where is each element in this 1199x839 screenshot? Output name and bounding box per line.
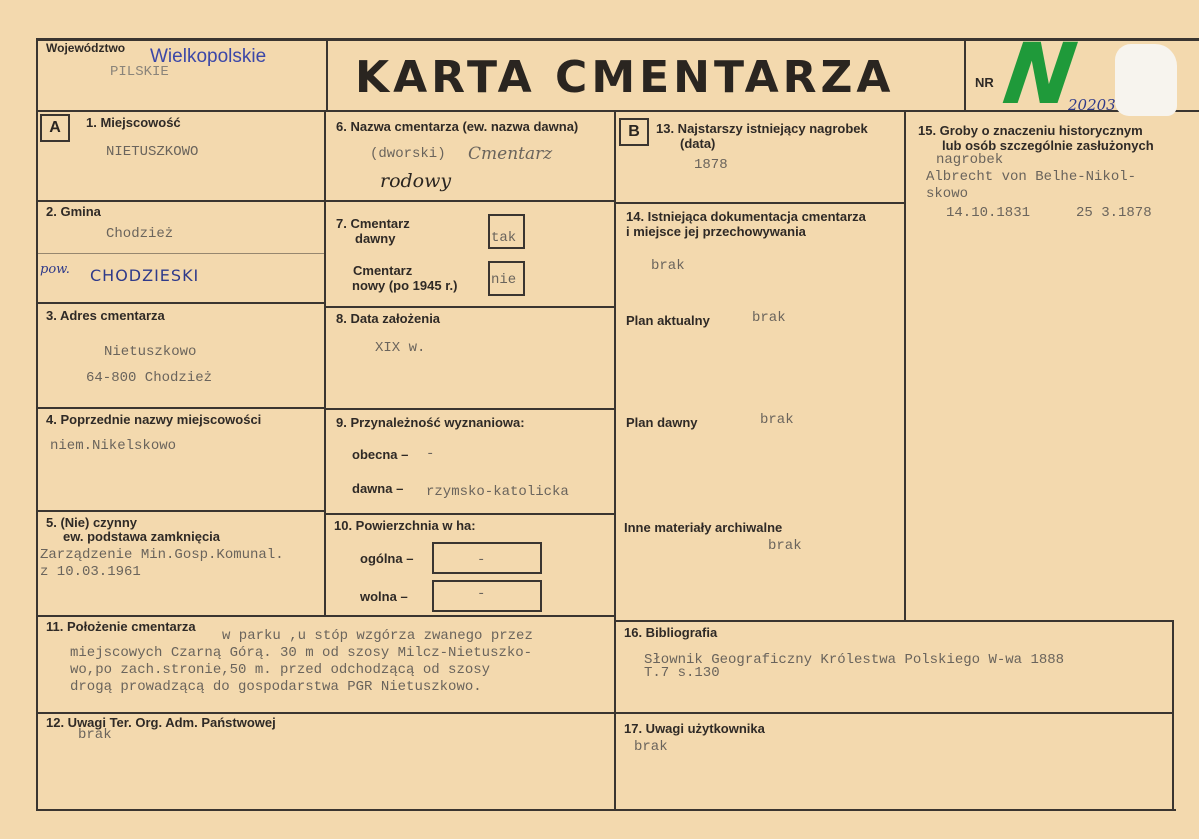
outer-left [36, 38, 38, 811]
f2-pow-value: CHODZIESKI [90, 266, 200, 285]
f14-label-1: 14. Istniejąca dokumentacja cmentarza [626, 209, 866, 224]
f15-line3: skowo [926, 186, 969, 202]
f13-value: 1878 [694, 157, 728, 173]
f14-plan-aktualny-label: Plan aktualny [626, 313, 710, 328]
f14-plan-dawny-value: brak [760, 412, 794, 428]
row-l1b [36, 253, 326, 254]
f9-obecna-label: obecna – [352, 447, 409, 462]
f5-label-1: 5. (Nie) czynny [46, 515, 138, 530]
f10-label: 10. Powierzchnia w ha: [334, 518, 476, 533]
f14-inne-value: brak [768, 538, 802, 554]
row-m4 [326, 513, 616, 515]
f12-label: 12. Uwagi Ter. Org. Adm. Państwowej [46, 715, 276, 730]
f15-line1: nagrobek [936, 152, 1004, 168]
f7-label-a2: dawny [355, 231, 396, 246]
f10-ogolna-box[interactable] [432, 542, 542, 574]
f2-label: 2. Gmina [46, 204, 101, 219]
f17-label: 17. Uwagi użytkownika [624, 721, 765, 736]
f9-label: 9. Przynależność wyznaniowa: [336, 415, 525, 430]
f9-obecna-value: - [426, 446, 435, 462]
col-div-left [324, 110, 326, 615]
f10-ogolna-label: ogólna – [360, 551, 414, 566]
col-div-right [904, 110, 906, 620]
f14-label-2: i miejsce jej przechowywania [626, 224, 806, 239]
f16-line1: Słownik Geograficzny Królestwa Polskiego W-wa 1888 [644, 652, 1065, 668]
f15-line2: Albrecht von Belhe-Nikol- [926, 169, 1137, 185]
header-div-2 [964, 38, 966, 110]
f14-plan-aktualny-value: brak [752, 310, 786, 326]
row-l4 [36, 510, 326, 512]
nr-sticker [1115, 44, 1177, 116]
f2-value: Chodzież [106, 226, 174, 242]
f15-date2: 25 3.1878 [1076, 205, 1152, 221]
row-m1 [326, 200, 616, 202]
row-l1 [36, 200, 326, 202]
f6-hand-1: Cmentarz [468, 144, 553, 164]
outer-bottom [36, 809, 1176, 811]
f15-label-1: 15. Groby o znaczeniu historycznym [918, 123, 1143, 138]
f16-line2: T.7 s.130 [644, 665, 720, 681]
row-r1 [616, 202, 906, 204]
f7-tak: tak [491, 230, 517, 246]
f7-nie: nie [491, 272, 517, 288]
f7-label-a1: 7. Cmentarz [336, 216, 410, 231]
f10-ogolna-value: - [477, 552, 486, 568]
row-m3 [326, 408, 616, 410]
nr-label: NR [975, 75, 994, 90]
f10-wolna-value: - [477, 586, 486, 602]
section-b-badge: B [619, 118, 649, 146]
f17-value: brak [634, 739, 668, 755]
f9-dawna-label: dawna – [352, 481, 404, 496]
f12-value: brak [78, 727, 112, 743]
f9-dawna-value: rzymsko-katolicka [426, 484, 569, 500]
f2-pow-prefix: pow. [40, 262, 70, 277]
f13-label-2: (data) [680, 136, 716, 151]
wojewodztwo-typed: PILSKIE [110, 64, 169, 80]
header-div-1 [326, 38, 328, 110]
f11-line1: w parku ,u stóp wzgórza zwanego przez [222, 628, 533, 644]
row-m2 [326, 306, 616, 308]
f13-label-1: 13. Najstarszy istniejący nagrobek [656, 121, 868, 136]
f15-date1: 14.10.1831 [946, 205, 1031, 221]
f5-line2: z 10.03.1961 [40, 564, 141, 580]
f14-inne-label: Inne materiały archiwalne [624, 520, 783, 535]
f14-plan-dawny-label: Plan dawny [626, 415, 698, 430]
page-title: KARTA CMENTARZA [355, 52, 895, 103]
f16-label: 16. Bibliografia [624, 625, 718, 640]
row-low-1 [36, 615, 616, 617]
wojewodztwo-stamp: Wielkopolskie [150, 46, 267, 67]
f11-line3: wo,po zach.stronie,50 m. przed odchodzącą od szosy [70, 662, 491, 678]
f3-line2: 64-800 Chodzież [86, 370, 213, 386]
f1-value: NIETUSZKOWO [106, 144, 199, 160]
row-low-1r [616, 620, 1174, 622]
f6-label: 6. Nazwa cmentarza (ew. nazwa dawna) [336, 119, 579, 134]
f14-value: brak [651, 258, 685, 274]
f11-line4: drogą prowadzącą do gospodarstwa PGR Nietuszkowo. [70, 679, 482, 695]
f8-value: XIX w. [375, 340, 426, 356]
f3-line1: Nietuszkowo [104, 344, 197, 360]
row-low-2 [36, 712, 1174, 714]
f10-wolna-label: wolna – [360, 589, 408, 604]
f7-label-b2: nowy (po 1945 r.) [352, 278, 458, 293]
f5-label-2: ew. podstawa zamknięcia [63, 529, 221, 544]
f10-wolna-box[interactable] [432, 580, 542, 612]
outer-right [1172, 620, 1174, 811]
f11-label: 11. Położenie cmentarza [46, 619, 196, 634]
section-a-badge: A [40, 114, 70, 142]
f3-label: 3. Adres cmentarza [46, 308, 165, 323]
f1-label: 1. Miejscowość [86, 115, 181, 130]
f7-label-b1: Cmentarz [353, 263, 413, 278]
f6-hand-2: rodowy [380, 170, 452, 192]
row-l2 [36, 302, 326, 304]
f6-typed: (dworski) [370, 146, 446, 162]
nr-number: 20203 [1068, 96, 1116, 114]
f8-label: 8. Data założenia [336, 311, 441, 326]
f5-line1: Zarządzenie Min.Gosp.Komunal. [40, 547, 284, 563]
nr-marker: N [998, 25, 1083, 123]
wojewodztwo-label: Województwo [46, 41, 126, 55]
col-div-mid [614, 110, 616, 810]
f4-label: 4. Poprzednie nazwy miejscowości [46, 412, 262, 427]
row-l3 [36, 407, 326, 409]
f15-label-2: lub osób szczególnie zasłużonych [942, 138, 1154, 153]
f11-line2: miejscowych Czarną Górą. 30 m od szosy Milcz-Nietuszko- [70, 645, 533, 661]
f4-value: niem.Nikelskowo [50, 438, 177, 454]
